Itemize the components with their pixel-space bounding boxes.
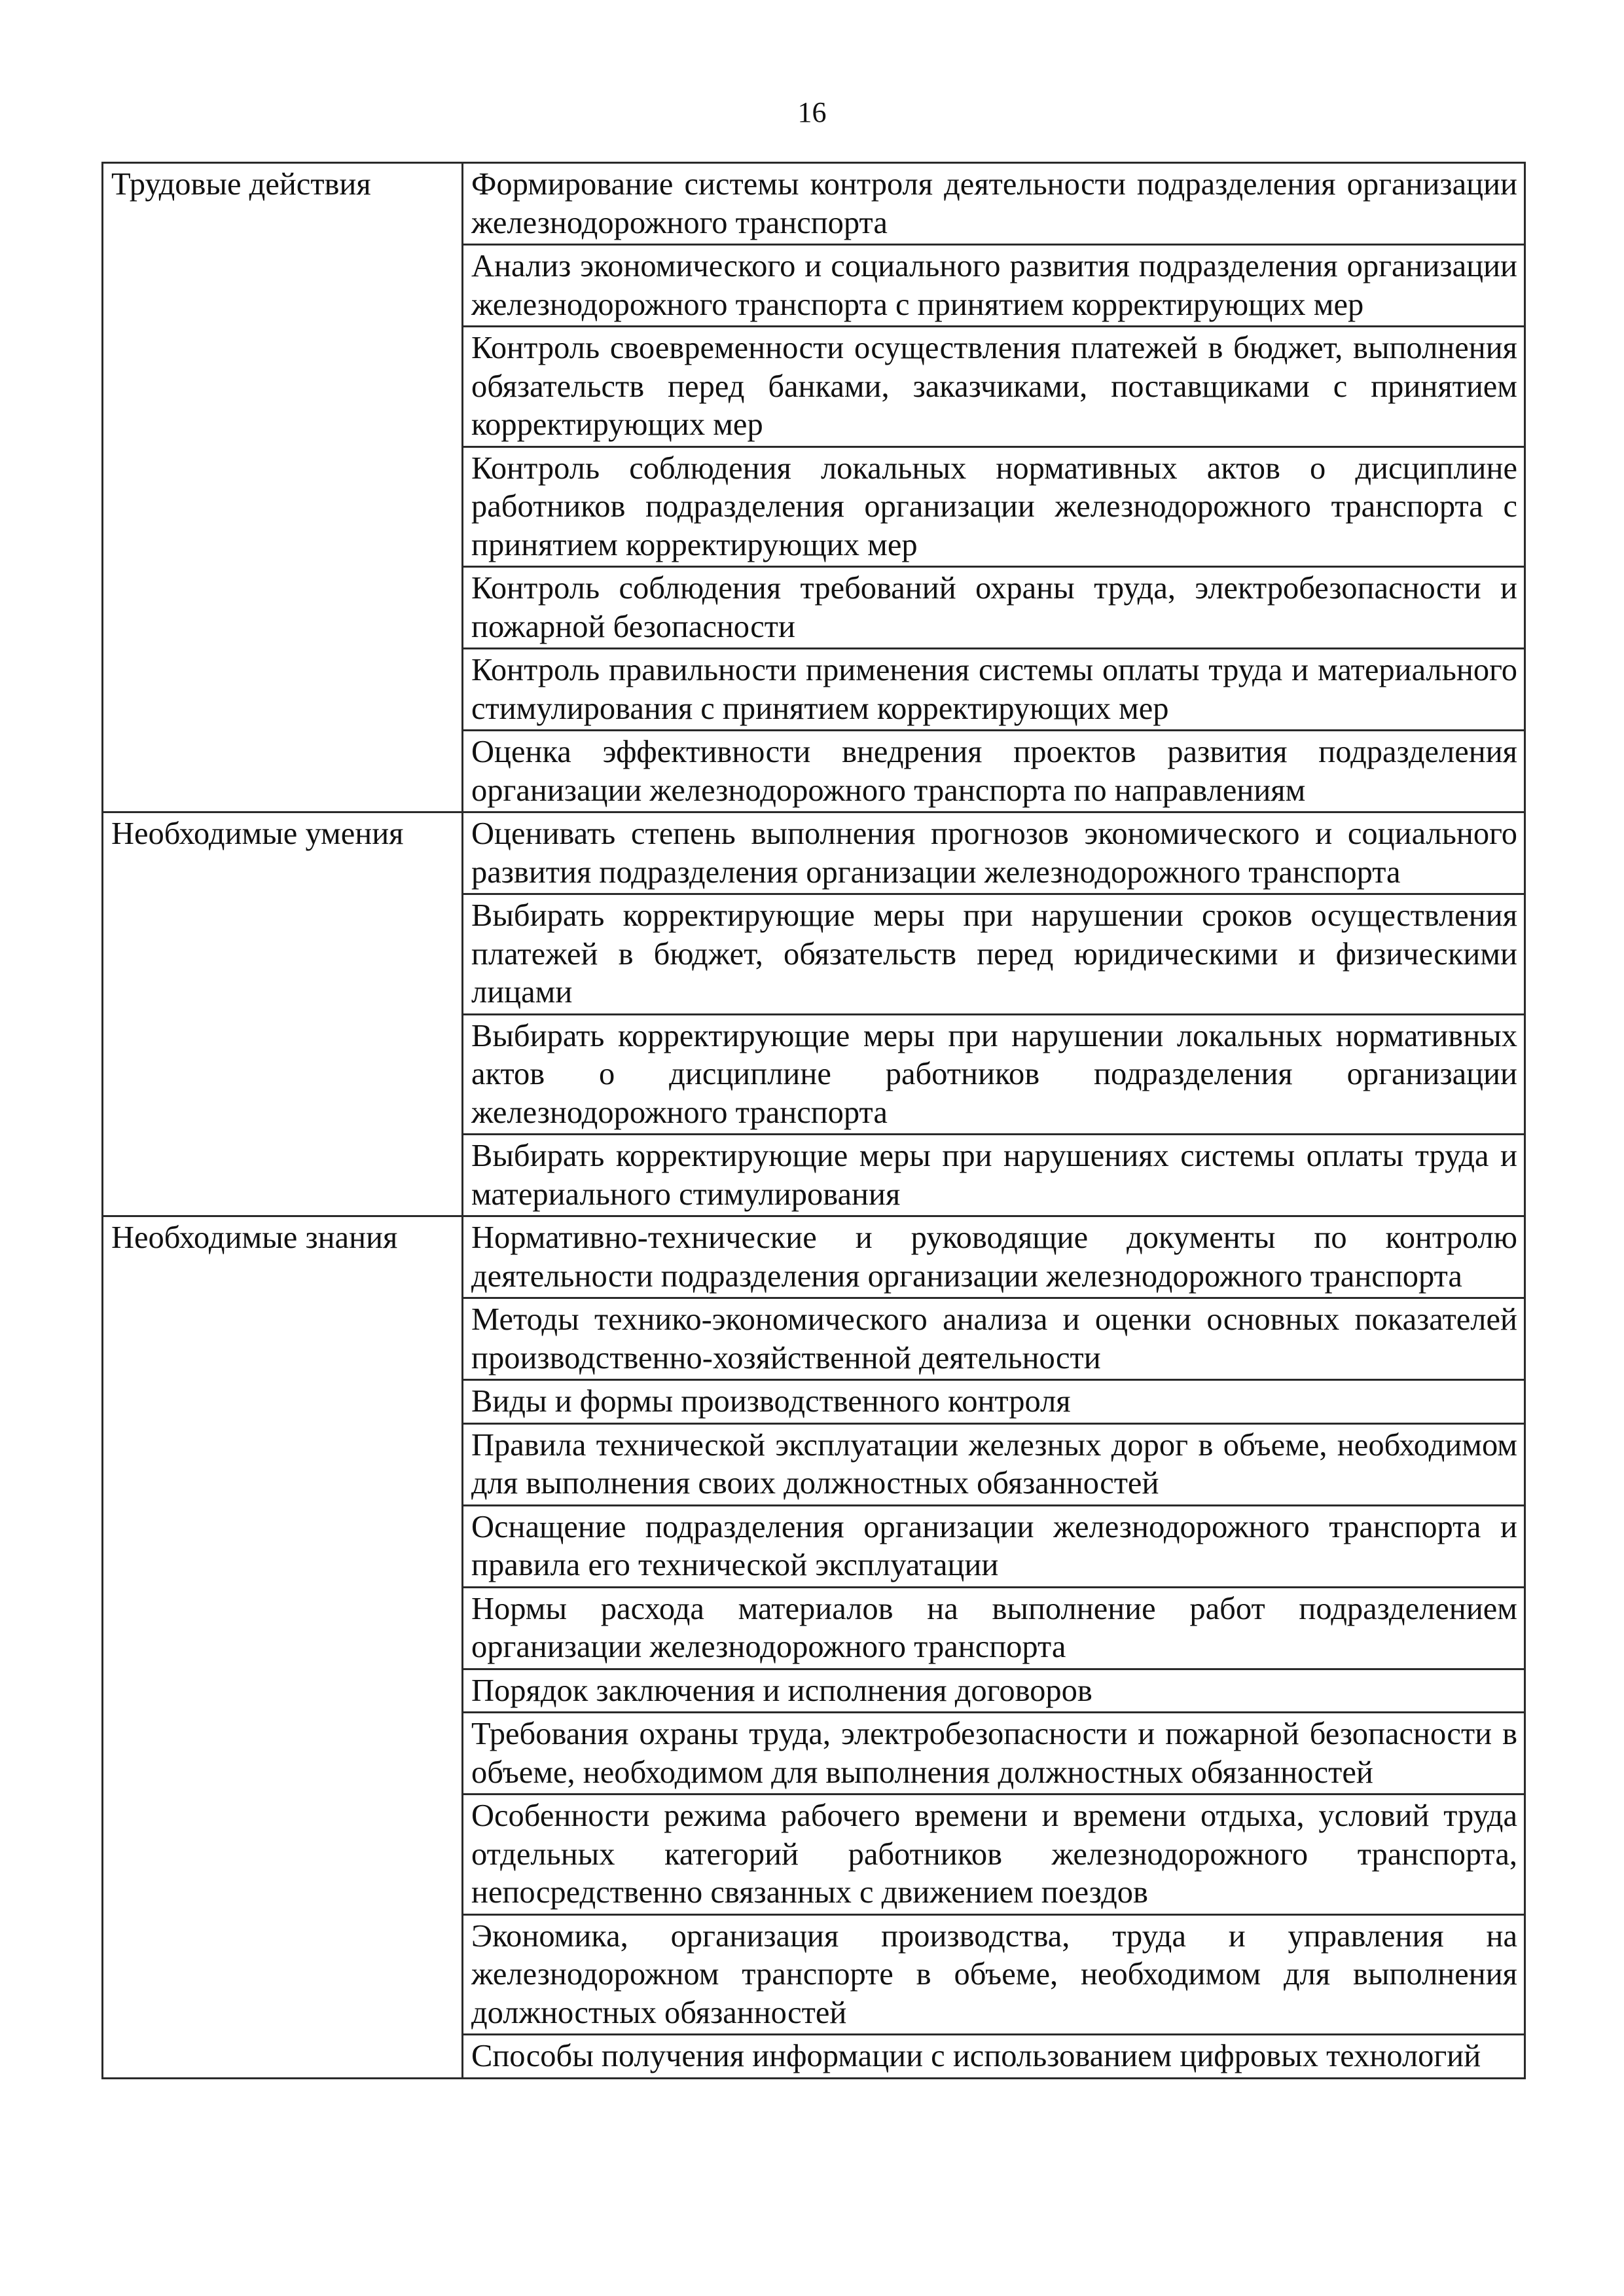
table-cell: Нормативно-технические и руководящие документы по контролю деятельности подразделения организации железнодорожного транспорта <box>463 1216 1525 1298</box>
table-row <box>103 812 1525 894</box>
table-cell: Формирование системы контроля деятельности подразделения организации железнодорожного транспорта <box>463 163 1525 245</box>
table-cell: Правила технической эксплуатации железных дорог в объеме, необходимом для выполнения своих должностных обязанностей <box>463 1423 1525 1505</box>
section-label-labor-actions: Трудовые действия <box>103 163 463 812</box>
table-cell: Порядок заключения и исполнения договоров <box>463 1669 1525 1713</box>
table-cell: Анализ экономического и социального развития подразделения организации железнодорожного транспорта с принятием корректирующих мер <box>463 245 1525 327</box>
table-cell: Оценка эффективности внедрения проектов развития подразделения организации железнодорожного транспорта по направлениям <box>463 731 1525 812</box>
table-cell: Выбирать корректирующие меры при нарушении сроков осуществления платежей в бюджет, обязательств перед юридическими и физическими лицами <box>463 894 1525 1015</box>
table-cell: Требования охраны труда, электробезопасности и пожарной безопасности в объеме, необходимом для выполнения должностных обязанностей <box>463 1713 1525 1795</box>
section-label-required-knowledge: Необходимые знания <box>103 1216 463 2079</box>
table-cell: Оснащение подразделения организации железнодорожного транспорта и правила его технической эксплуатации <box>463 1505 1525 1587</box>
table-cell: Контроль соблюдения локальных нормативных актов о дисциплине работников подразделения организации железнодорожного транспорта с принятием корректирующих мер <box>463 446 1525 567</box>
table-cell: Виды и формы производственного контроля <box>463 1380 1525 1424</box>
table-cell: Экономика, организация производства, труда и управления на железнодорожном транспорте в объеме, необходимом для выполнения должностных обязанностей <box>463 1914 1525 2035</box>
table-cell: Выбирать корректирующие меры при нарушении локальных нормативных актов о дисциплине работников подразделения организации железнодорожного транспорта <box>463 1014 1525 1135</box>
table-cell: Нормы расхода материалов на выполнение работ подразделением организации железнодорожного транспорта <box>463 1587 1525 1669</box>
table-cell: Выбирать корректирующие меры при нарушениях системы оплаты труда и материального стимулирования <box>463 1135 1525 1216</box>
table-cell: Контроль соблюдения требований охраны труда, электробезопасности и пожарной безопасности <box>463 567 1525 649</box>
section-label-required-skills: Необходимые умения <box>103 812 463 1216</box>
table-cell: Оценивать степень выполнения прогнозов экономического и социального развития подразделения организации железнодорожного транспорта <box>463 812 1525 894</box>
table-cell: Способы получения информации с использованием цифровых технологий <box>463 2035 1525 2079</box>
table-row <box>103 1216 1525 1298</box>
table-cell: Контроль правильности применения системы оплаты труда и материального стимулирования с принятием корректирующих мер <box>463 649 1525 731</box>
table-cell: Методы технико-экономического анализа и оценки основных показателей производственно-хозяйственной деятельности <box>463 1298 1525 1380</box>
page-number: 16 <box>797 96 827 128</box>
table-cell: Контроль своевременности осуществления платежей в бюджет, выполнения обязательств перед банками, заказчиками, поставщиками с принятием корректирующих мер <box>463 327 1525 447</box>
table-cell: Особенности режима рабочего времени и времени отдыха, условий труда отдельных категорий работников железнодорожного транспорта, непосредственно связанных с движением поездов <box>463 1795 1525 1915</box>
table-row <box>103 163 1525 245</box>
requirements-table <box>101 162 1526 2079</box>
